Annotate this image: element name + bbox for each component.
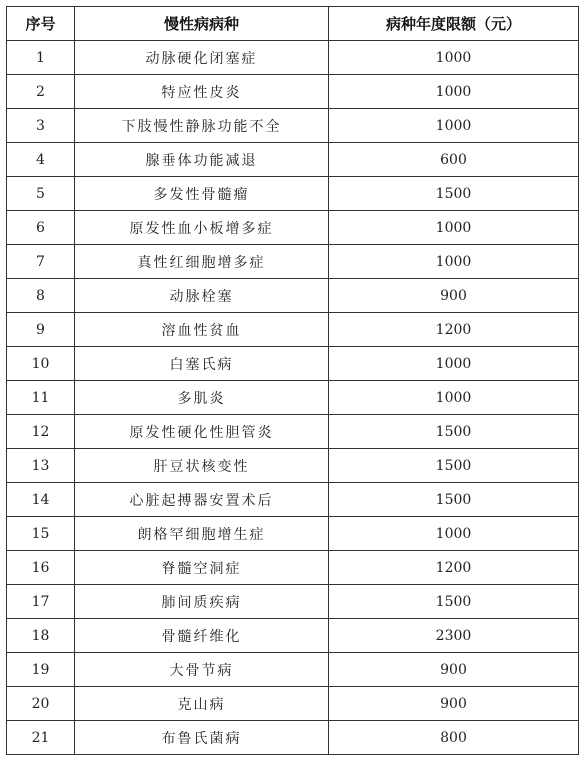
serial-number-cell: 17 [7, 585, 75, 619]
serial-number-cell: 6 [7, 211, 75, 245]
annual-limit-cell: 1000 [329, 245, 579, 279]
disease-name-cell: 骨髓纤维化 [75, 619, 329, 653]
serial-number-cell: 20 [7, 687, 75, 721]
disease-name-cell: 克山病 [75, 687, 329, 721]
serial-number-cell: 16 [7, 551, 75, 585]
disease-name-cell: 肝豆状核变性 [75, 449, 329, 483]
annual-limit-cell: 1000 [329, 211, 579, 245]
disease-name-cell: 腺垂体功能减退 [75, 143, 329, 177]
disease-name-cell: 动脉硬化闭塞症 [75, 41, 329, 75]
disease-name-cell: 多肌炎 [75, 381, 329, 415]
disease-name-cell: 布鲁氏菌病 [75, 721, 329, 755]
header-serial-number: 序号 [7, 7, 75, 41]
serial-number-cell: 18 [7, 619, 75, 653]
disease-name-cell: 溶血性贫血 [75, 313, 329, 347]
annual-limit-cell: 900 [329, 687, 579, 721]
serial-number-cell: 8 [7, 279, 75, 313]
table-row [7, 143, 579, 177]
table-row [7, 517, 579, 551]
annual-limit-cell: 1000 [329, 517, 579, 551]
disease-name-cell: 动脉栓塞 [75, 279, 329, 313]
serial-number-cell: 9 [7, 313, 75, 347]
annual-limit-cell: 900 [329, 279, 579, 313]
annual-limit-cell: 1500 [329, 177, 579, 211]
annual-limit-cell: 1000 [329, 109, 579, 143]
table-row [7, 177, 579, 211]
table-row [7, 585, 579, 619]
disease-name-cell: 肺间质疾病 [75, 585, 329, 619]
table-row [7, 653, 579, 687]
table-row [7, 211, 579, 245]
serial-number-cell: 12 [7, 415, 75, 449]
disease-name-cell: 白塞氏病 [75, 347, 329, 381]
annual-limit-cell: 600 [329, 143, 579, 177]
annual-limit-cell: 900 [329, 653, 579, 687]
header-annual-limit: 病种年度限额（元） [329, 7, 579, 41]
table-row [7, 245, 579, 279]
table-row [7, 551, 579, 585]
table-row [7, 279, 579, 313]
serial-number-cell: 5 [7, 177, 75, 211]
table-row [7, 75, 579, 109]
annual-limit-cell: 1500 [329, 483, 579, 517]
serial-number-cell: 14 [7, 483, 75, 517]
table-row [7, 41, 579, 75]
document-page [6, 6, 579, 755]
annual-limit-cell: 1200 [329, 551, 579, 585]
table-row [7, 449, 579, 483]
table-row [7, 721, 579, 755]
table-row [7, 415, 579, 449]
disease-name-cell: 朗格罕细胞增生症 [75, 517, 329, 551]
serial-number-cell: 19 [7, 653, 75, 687]
annual-limit-cell: 1000 [329, 347, 579, 381]
serial-number-cell: 1 [7, 41, 75, 75]
table-row [7, 347, 579, 381]
serial-number-cell: 15 [7, 517, 75, 551]
serial-number-cell: 11 [7, 381, 75, 415]
serial-number-cell: 13 [7, 449, 75, 483]
disease-name-cell: 大骨节病 [75, 653, 329, 687]
disease-name-cell: 原发性硬化性胆管炎 [75, 415, 329, 449]
annual-limit-cell: 1200 [329, 313, 579, 347]
chronic-disease-limit-table [6, 6, 579, 755]
table-row [7, 687, 579, 721]
table-row [7, 381, 579, 415]
disease-name-cell: 真性红细胞增多症 [75, 245, 329, 279]
disease-name-cell: 多发性骨髓瘤 [75, 177, 329, 211]
serial-number-cell: 4 [7, 143, 75, 177]
table-row [7, 619, 579, 653]
table-header-row [7, 7, 579, 41]
annual-limit-cell: 1500 [329, 449, 579, 483]
disease-name-cell: 脊髓空洞症 [75, 551, 329, 585]
serial-number-cell: 2 [7, 75, 75, 109]
disease-name-cell: 心脏起搏器安置术后 [75, 483, 329, 517]
serial-number-cell: 21 [7, 721, 75, 755]
table-row [7, 109, 579, 143]
table-row [7, 313, 579, 347]
serial-number-cell: 3 [7, 109, 75, 143]
annual-limit-cell: 800 [329, 721, 579, 755]
annual-limit-cell: 1000 [329, 75, 579, 109]
annual-limit-cell: 1500 [329, 415, 579, 449]
annual-limit-cell: 1500 [329, 585, 579, 619]
disease-name-cell: 特应性皮炎 [75, 75, 329, 109]
table-row [7, 483, 579, 517]
header-disease-name: 慢性病病种 [75, 7, 329, 41]
serial-number-cell: 10 [7, 347, 75, 381]
table-body [7, 41, 579, 755]
disease-name-cell: 原发性血小板增多症 [75, 211, 329, 245]
serial-number-cell: 7 [7, 245, 75, 279]
disease-name-cell: 下肢慢性静脉功能不全 [75, 109, 329, 143]
annual-limit-cell: 1000 [329, 381, 579, 415]
annual-limit-cell: 2300 [329, 619, 579, 653]
annual-limit-cell: 1000 [329, 41, 579, 75]
